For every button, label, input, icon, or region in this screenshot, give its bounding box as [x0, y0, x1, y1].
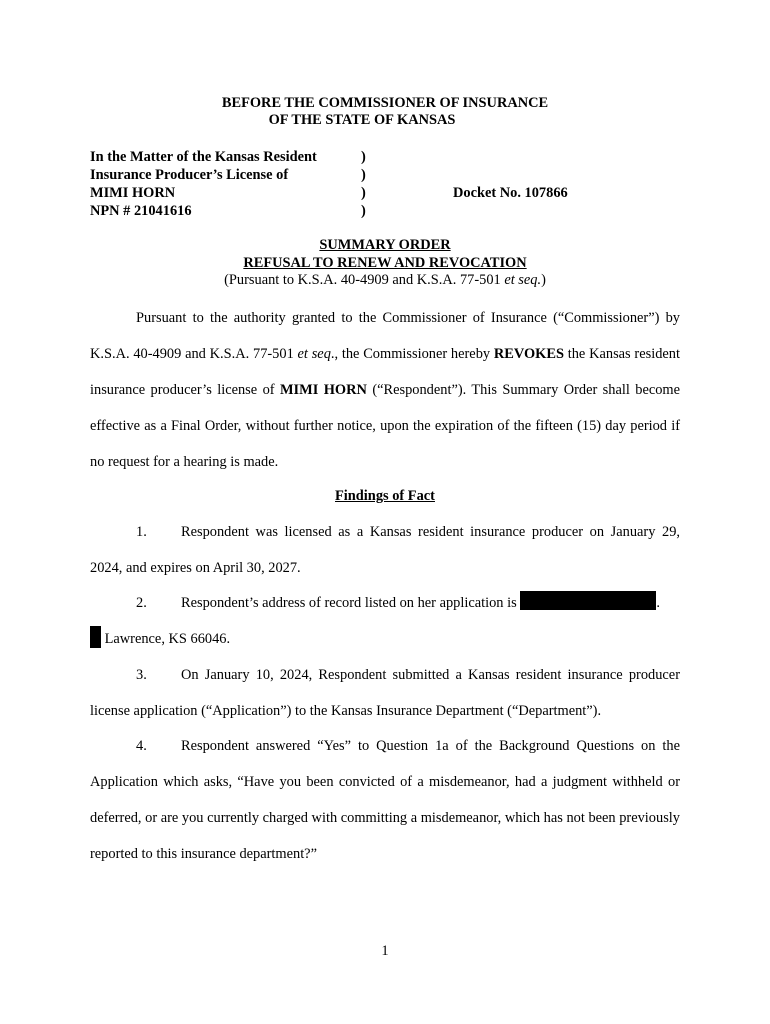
intro-text-4: (“Respondent”). This Summary Order shall become effective as a Final Order, without further notice, upon the expiration of the fifteen (15) day period if no request for a hearing is made.	[90, 382, 681, 470]
pursuant-close: )	[541, 272, 546, 288]
finding-4	[90, 728, 680, 872]
case-caption	[90, 148, 690, 220]
caption-line-2: Insurance Producer’s License of	[90, 167, 289, 183]
findings-heading: Findings of Fact	[335, 488, 435, 504]
intro-text-2: ., the Commissioner hereby	[330, 346, 494, 362]
finding-3	[90, 657, 680, 729]
caption-line-3: MIMI HORN	[90, 185, 176, 201]
finding-text: Respondent’s address of record listed on her application is	[181, 595, 517, 611]
pursuant-italic: et seq.	[504, 272, 542, 288]
finding-number: 4.	[136, 738, 147, 754]
title-line-1: SUMMARY ORDER	[319, 237, 451, 253]
intro-paragraph	[90, 300, 680, 480]
finding-number: 2.	[136, 595, 147, 611]
header-line-2: OF THE STATE OF KANSAS	[268, 112, 456, 128]
caption-paren: )	[361, 203, 366, 219]
finding-text: On January 10, 2024, Respondent submitted a Kansas resident insurance producer license application (“Application”) to the Kansas Insurance Department (“Department”).	[90, 667, 680, 719]
finding-text-end: .	[656, 595, 660, 611]
caption-line-4: NPN # 21041616	[90, 203, 192, 219]
finding-1	[90, 514, 680, 586]
page-number: 1	[381, 943, 389, 959]
redaction-box	[520, 591, 656, 610]
finding-2	[90, 585, 680, 657]
revokes-term: REVOKES	[493, 346, 564, 362]
order-title	[0, 237, 770, 290]
finding-text: Respondent answered “Yes” to Question 1a of the Background Questions on the Application which asks, “Have you been convicted of a misdemeanor, had a judgment withheld or deferred, or are you currently charged with committing a misdemeanor, which has not been previously reported to this insurance department?”	[90, 738, 680, 862]
caption-paren: )	[361, 185, 366, 201]
intro-italic: et seq	[297, 346, 331, 362]
pursuant-line	[0, 272, 770, 290]
redaction-box	[90, 626, 101, 648]
title-line-2: REFUSAL TO RENEW AND REVOCATION	[243, 254, 527, 271]
caption-line-1: In the Matter of the Kansas Resident	[90, 149, 317, 165]
intro-text-1: Pursuant to the authority granted to the Commissioner of Insurance (“Commissioner”) by K.S.A. 40-4909 and K.S.A. 77-501	[90, 310, 680, 362]
respondent-name: MIMI HORN	[279, 382, 367, 398]
finding-number: 3.	[136, 667, 147, 683]
intro-text-3: the Kansas resident insurance producer’s license of	[90, 346, 680, 398]
header-line-1: BEFORE THE COMMISSIONER OF INSURANCE	[221, 95, 549, 111]
finding-number: 1.	[136, 524, 147, 540]
caption-paren: )	[361, 167, 366, 183]
pursuant-text: (Pursuant to K.S.A. 40-4909 and K.S.A. 77-501	[224, 272, 505, 288]
docket-number: Docket No. 107866	[453, 185, 568, 201]
caption-paren: )	[361, 149, 366, 165]
finding-address-line: Lawrence, KS 66046.	[101, 631, 231, 647]
finding-text: Respondent was licensed as a Kansas resident insurance producer on January 29, 2024, and expires on April 30, 2027.	[90, 524, 680, 576]
